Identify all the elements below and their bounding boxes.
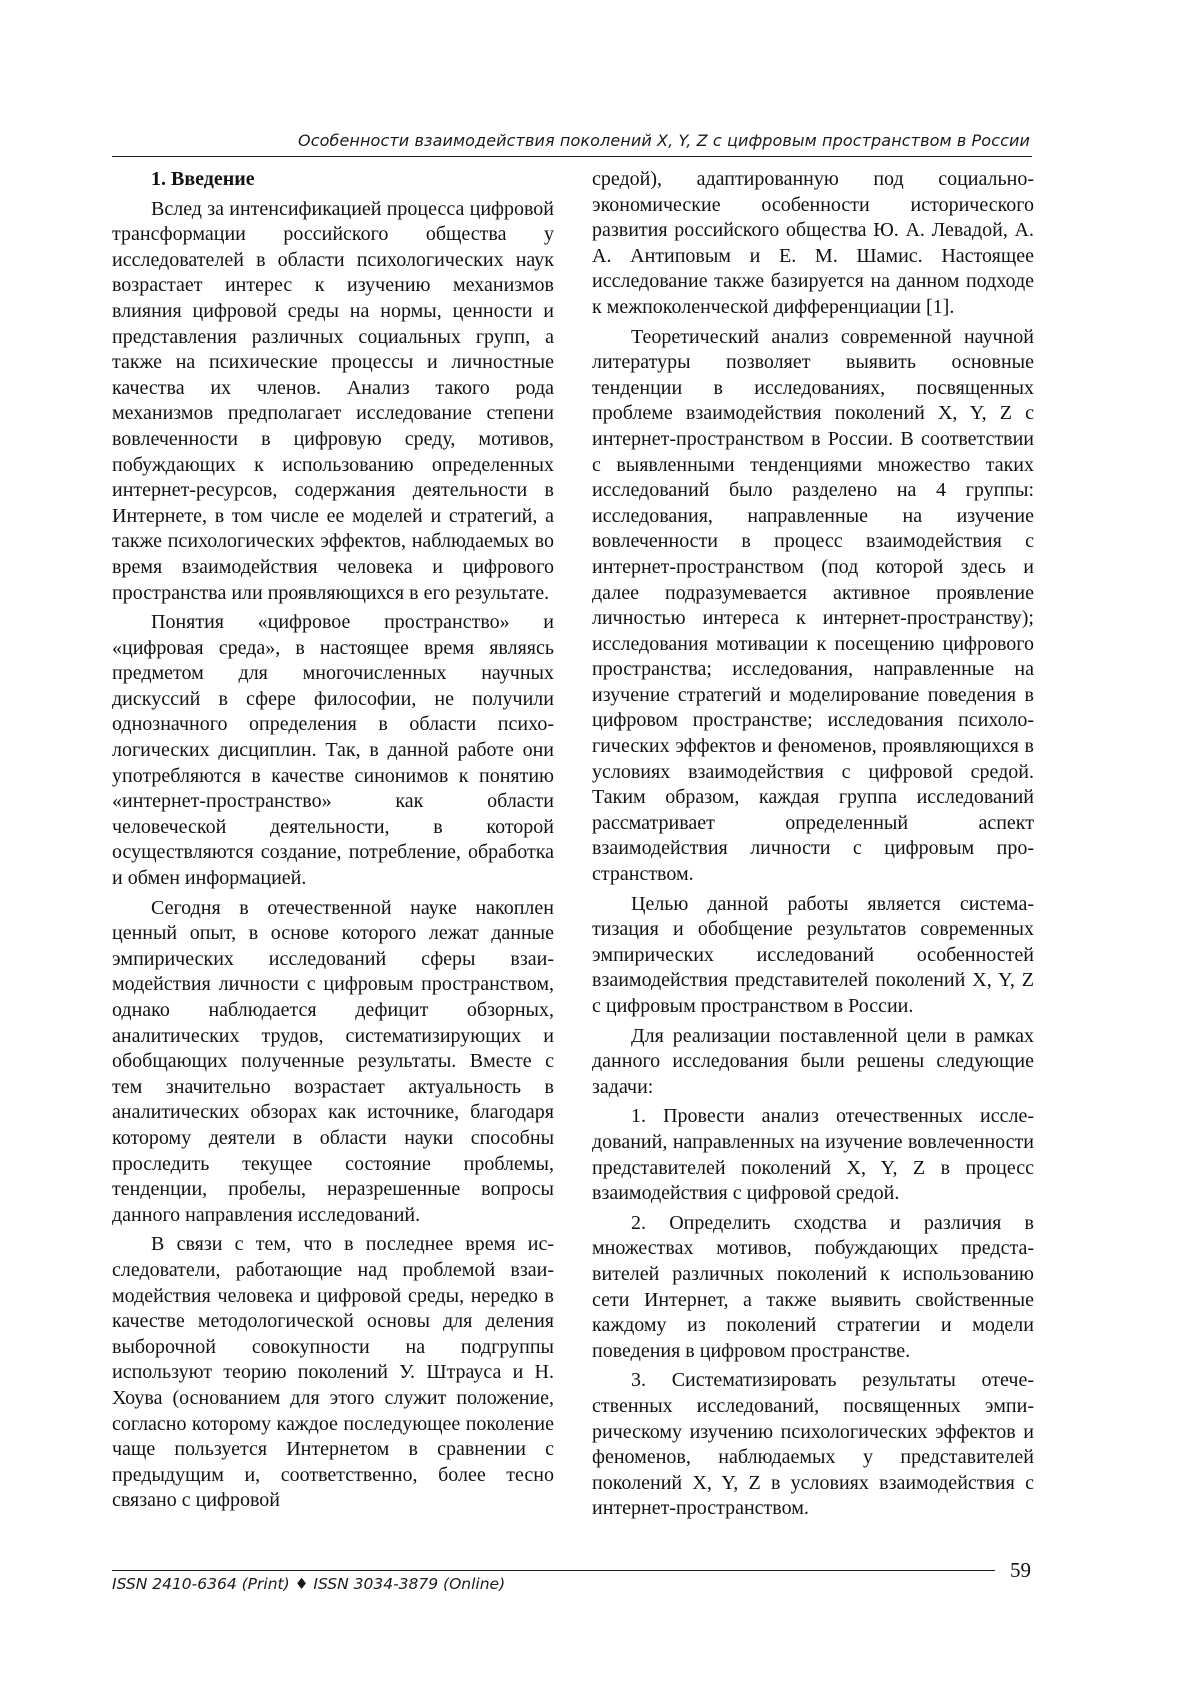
- paragraph-continuation: средой), адаптированную под социально-экономические особенности исторического развития российского общества Ю. А. Левадой, А. А. Антиповым и Е. М. Шамис. Настоящее исследование также базируется на данном подходе к межпоколенческой дифференциации [1].: [592, 168, 1034, 318]
- header-rule: [112, 156, 1032, 157]
- footer-rule: [112, 1570, 995, 1571]
- page-number: 59: [1010, 1558, 1031, 1582]
- running-title: Особенности взаимодействия поколений X, Y, Z с цифровым пространством в России: [298, 131, 1030, 150]
- left-column: [112, 167, 554, 1518]
- paragraph: Теоретический анализ современной научной литературы позволяет выявить основные тенденции в исследованиях, посвященных проблеме взаимодействия поколений X, Y, Z с интернет-пространством в России. В соответствии с выявленными тенденциями множество таких исследований было разделено на 4 группы: исследования, направленные на изучение вовлеченности в процесс взаимодействия с интернет-пространством (под которой здесь и далее подразумевается активное проявление личностью интереса к интернет-пространству); исследования мотивации к посещению цифрового пространства; исследования, направленные на изучение стратегий и моделирование поведения в цифровом пространстве; исследования психологических эффектов и феноменов, проявляющихся в условиях взаимодействия с цифровой средой. Таким образом, каждая группа исследований рассматривает определенный аспект взаимодействия личности с цифровым пространством.: [592, 325, 1034, 886]
- task-item: 2. Определить сходства и различия в множествах мотивов, побуждающих представителей различных поколений к использованию сети Интернет, а также выявить свойственные каждому из поколений стратегии и модели поведения в цифровом пространстве.: [592, 1211, 1034, 1362]
- task-item: 1. Провести анализ отечественных исследований, направленных на изучение вовлеченности представителей поколений X, Y, Z в процесс взаимодействия с цифровой средой.: [592, 1105, 1034, 1205]
- issn-footer: ISSN 2410-6364 (Print) ♦ ISSN 3034-3879 (Online): [112, 1575, 506, 1593]
- paragraph: В связи с тем, что в последнее время исследователи, работающие над проблемой взаимодействия человека и цифровой среды, нередко в качестве методологической основы для деления выборочной совокупности на подгруппы используют теорию поколений У. Штрауса и Н. Хоува (основанием для этого служит положение, согласно которому каждое последующее поколение чаще пользуется Интернетом в сравнении с предыдущим и, соответственно, более тесно связано с цифровой: [112, 1233, 554, 1512]
- task-item: 3. Систематизировать результаты отечественных исследований, посвященных эмпирическому изучению психологических эффектов и феноменов, наблюдаемых у представителей поколений X, Y, Z в условиях взаимодействия с интернет-пространством.: [592, 1369, 1034, 1520]
- paragraph: Для реализации поставленной цели в рамках данного исследования были решены следующие задачи:: [592, 1024, 1034, 1098]
- section-title: 1. Введение: [151, 168, 255, 190]
- paragraph: Вслед за интенсификацией процесса цифровой трансформации российского общества у исследователей в области психологических наук возрастает интерес к изучению механизмов влияния цифровой среды на нормы, ценности и представления различных социальных групп, а также на психические процессы и личностные качества их членов. Анализ такого рода механизмов предполагает исследование степени вовлеченности в цифровую среду, мотивов, побуждающих к использованию определенных интернет-ресурсов, содержания деятельности в Интернете, в том числе ее моделей и стратегий, а также психологических эффектов, наблюдаемых во время взаимодействия человека и цифрового пространства или проявляющихся в его результате.: [112, 197, 554, 604]
- paragraph: Понятия «цифровое пространство» и «цифровая среда», в настоящее время являясь предметом для многочисленных научных дискуссий в сфере философии, не получили однозначного определения в области психологических дисциплин. Так, в данной работе они употребляются в качестве синонимов к понятию «интернет-пространство» как области человеческой деятельности, в которой осуществляются создание, потребление, обработка и обмен информацией.: [112, 611, 554, 890]
- paragraph: Сегодня в отечественной науке накоплен ценный опыт, в основе которого лежат данные эмпирических исследований сферы взаимодействия личности с цифровым пространством, однако наблюдается дефицит обзорных, аналитических трудов, систематизирующих и обобщающих полученные результаты. Вместе с тем значительно возрастает актуальность в аналитических обзорах как источнике, благодаря которому деятели в области науки способны проследить текущее состояние проблемы, тенденции, пробелы, неразрешенные вопросы данного направления исследований.: [112, 896, 554, 1226]
- right-column: [592, 167, 1034, 1526]
- paragraph: Целью данной работы является систематизация и обобщение результатов современных эмпирических исследований особенностей взаимодействия представителей поколений X, Y, Z с цифровым пространством в России.: [592, 892, 1034, 1017]
